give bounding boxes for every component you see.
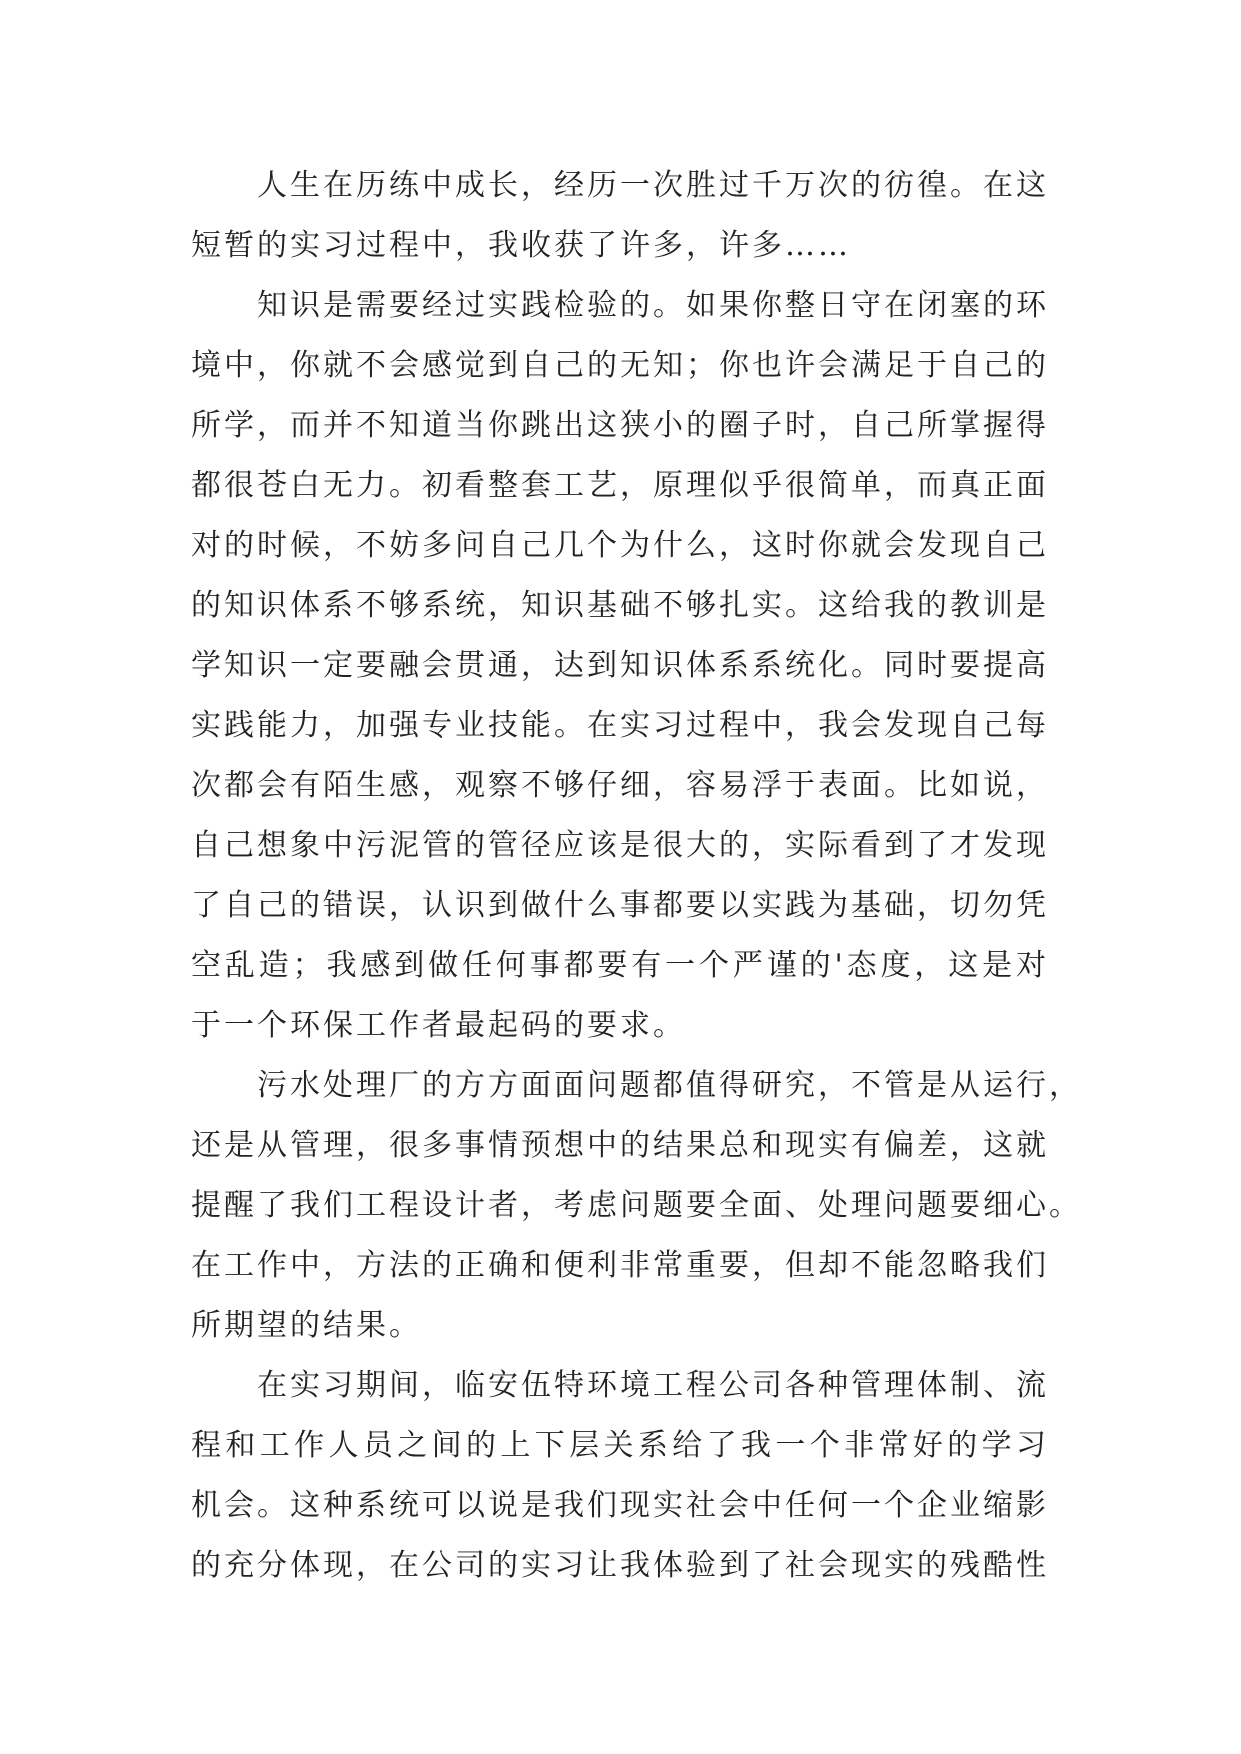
paragraph-line: 都很苍白无力。初看整套工艺，原理似乎很简单，而真正面 — [191, 468, 1049, 503]
paragraph-line: 还是从管理，很多事情预想中的结果总和现实有偏差，这就 — [191, 1128, 1049, 1163]
paragraph-line: 的充分体现，在公司的实习让我体验到了社会现实的残酷性 — [191, 1548, 1049, 1583]
paragraph-line: 在实习期间，临安伍特环境工程公司各种管理体制、流 — [257, 1368, 1049, 1403]
paragraph-line: 于一个环保工作者最起码的要求。 — [191, 1008, 686, 1043]
paragraph-line: 短暂的实习过程中，我收获了许多，许多…… — [191, 228, 851, 263]
paragraph-line: 的知识体系不够系统，知识基础不够扎实。这给我的教训是 — [191, 588, 1049, 623]
paragraph-line: 污水处理厂的方方面面问题都值得研究，不管是从运行， — [257, 1068, 1082, 1103]
paragraph-line: 自己想象中污泥管的管径应该是很大的，实际看到了才发现 — [191, 828, 1049, 863]
paragraph-line: 对的时候，不妨多问自己几个为什么，这时你就会发现自己 — [191, 528, 1049, 563]
paragraph-line: 在工作中，方法的正确和便利非常重要，但却不能忽略我们 — [191, 1248, 1049, 1283]
paragraph-line: 所学，而并不知道当你跳出这狭小的圈子时，自己所掌握得 — [191, 408, 1049, 443]
paragraph-line: 人生在历练中成长，经历一次胜过千万次的彷徨。在这 — [257, 168, 1049, 203]
paragraph-line: 实践能力，加强专业技能。在实习过程中，我会发现自己每 — [191, 708, 1049, 743]
document-body — [191, 156, 1082, 1596]
paragraph-line: 了自己的错误，认识到做什么事都要以实践为基础，切勿凭 — [191, 888, 1049, 923]
paragraph-line: 程和工作人员之间的上下层关系给了我一个非常好的学习 — [191, 1428, 1049, 1463]
paragraph-line: 境中，你就不会感觉到自己的无知；你也许会满足于自己的 — [191, 348, 1049, 383]
paragraph-line: 次都会有陌生感，观察不够仔细，容易浮于表面。比如说， — [191, 768, 1049, 803]
paragraph-line: 提醒了我们工程设计者，考虑问题要全面、处理问题要细心。 — [191, 1188, 1082, 1223]
paragraph-line: 所期望的结果。 — [191, 1308, 422, 1343]
paragraph-line: 知识是需要经过实践检验的。如果你整日守在闭塞的环 — [257, 288, 1049, 323]
paragraph-line: 机会。这种系统可以说是我们现实社会中任何一个企业缩影 — [191, 1488, 1049, 1523]
paragraph-line: 学知识一定要融会贯通，达到知识体系系统化。同时要提高 — [191, 648, 1049, 683]
paragraph-line: 空乱造；我感到做任何事都要有一个严谨的'态度，这是对 — [191, 948, 1049, 983]
